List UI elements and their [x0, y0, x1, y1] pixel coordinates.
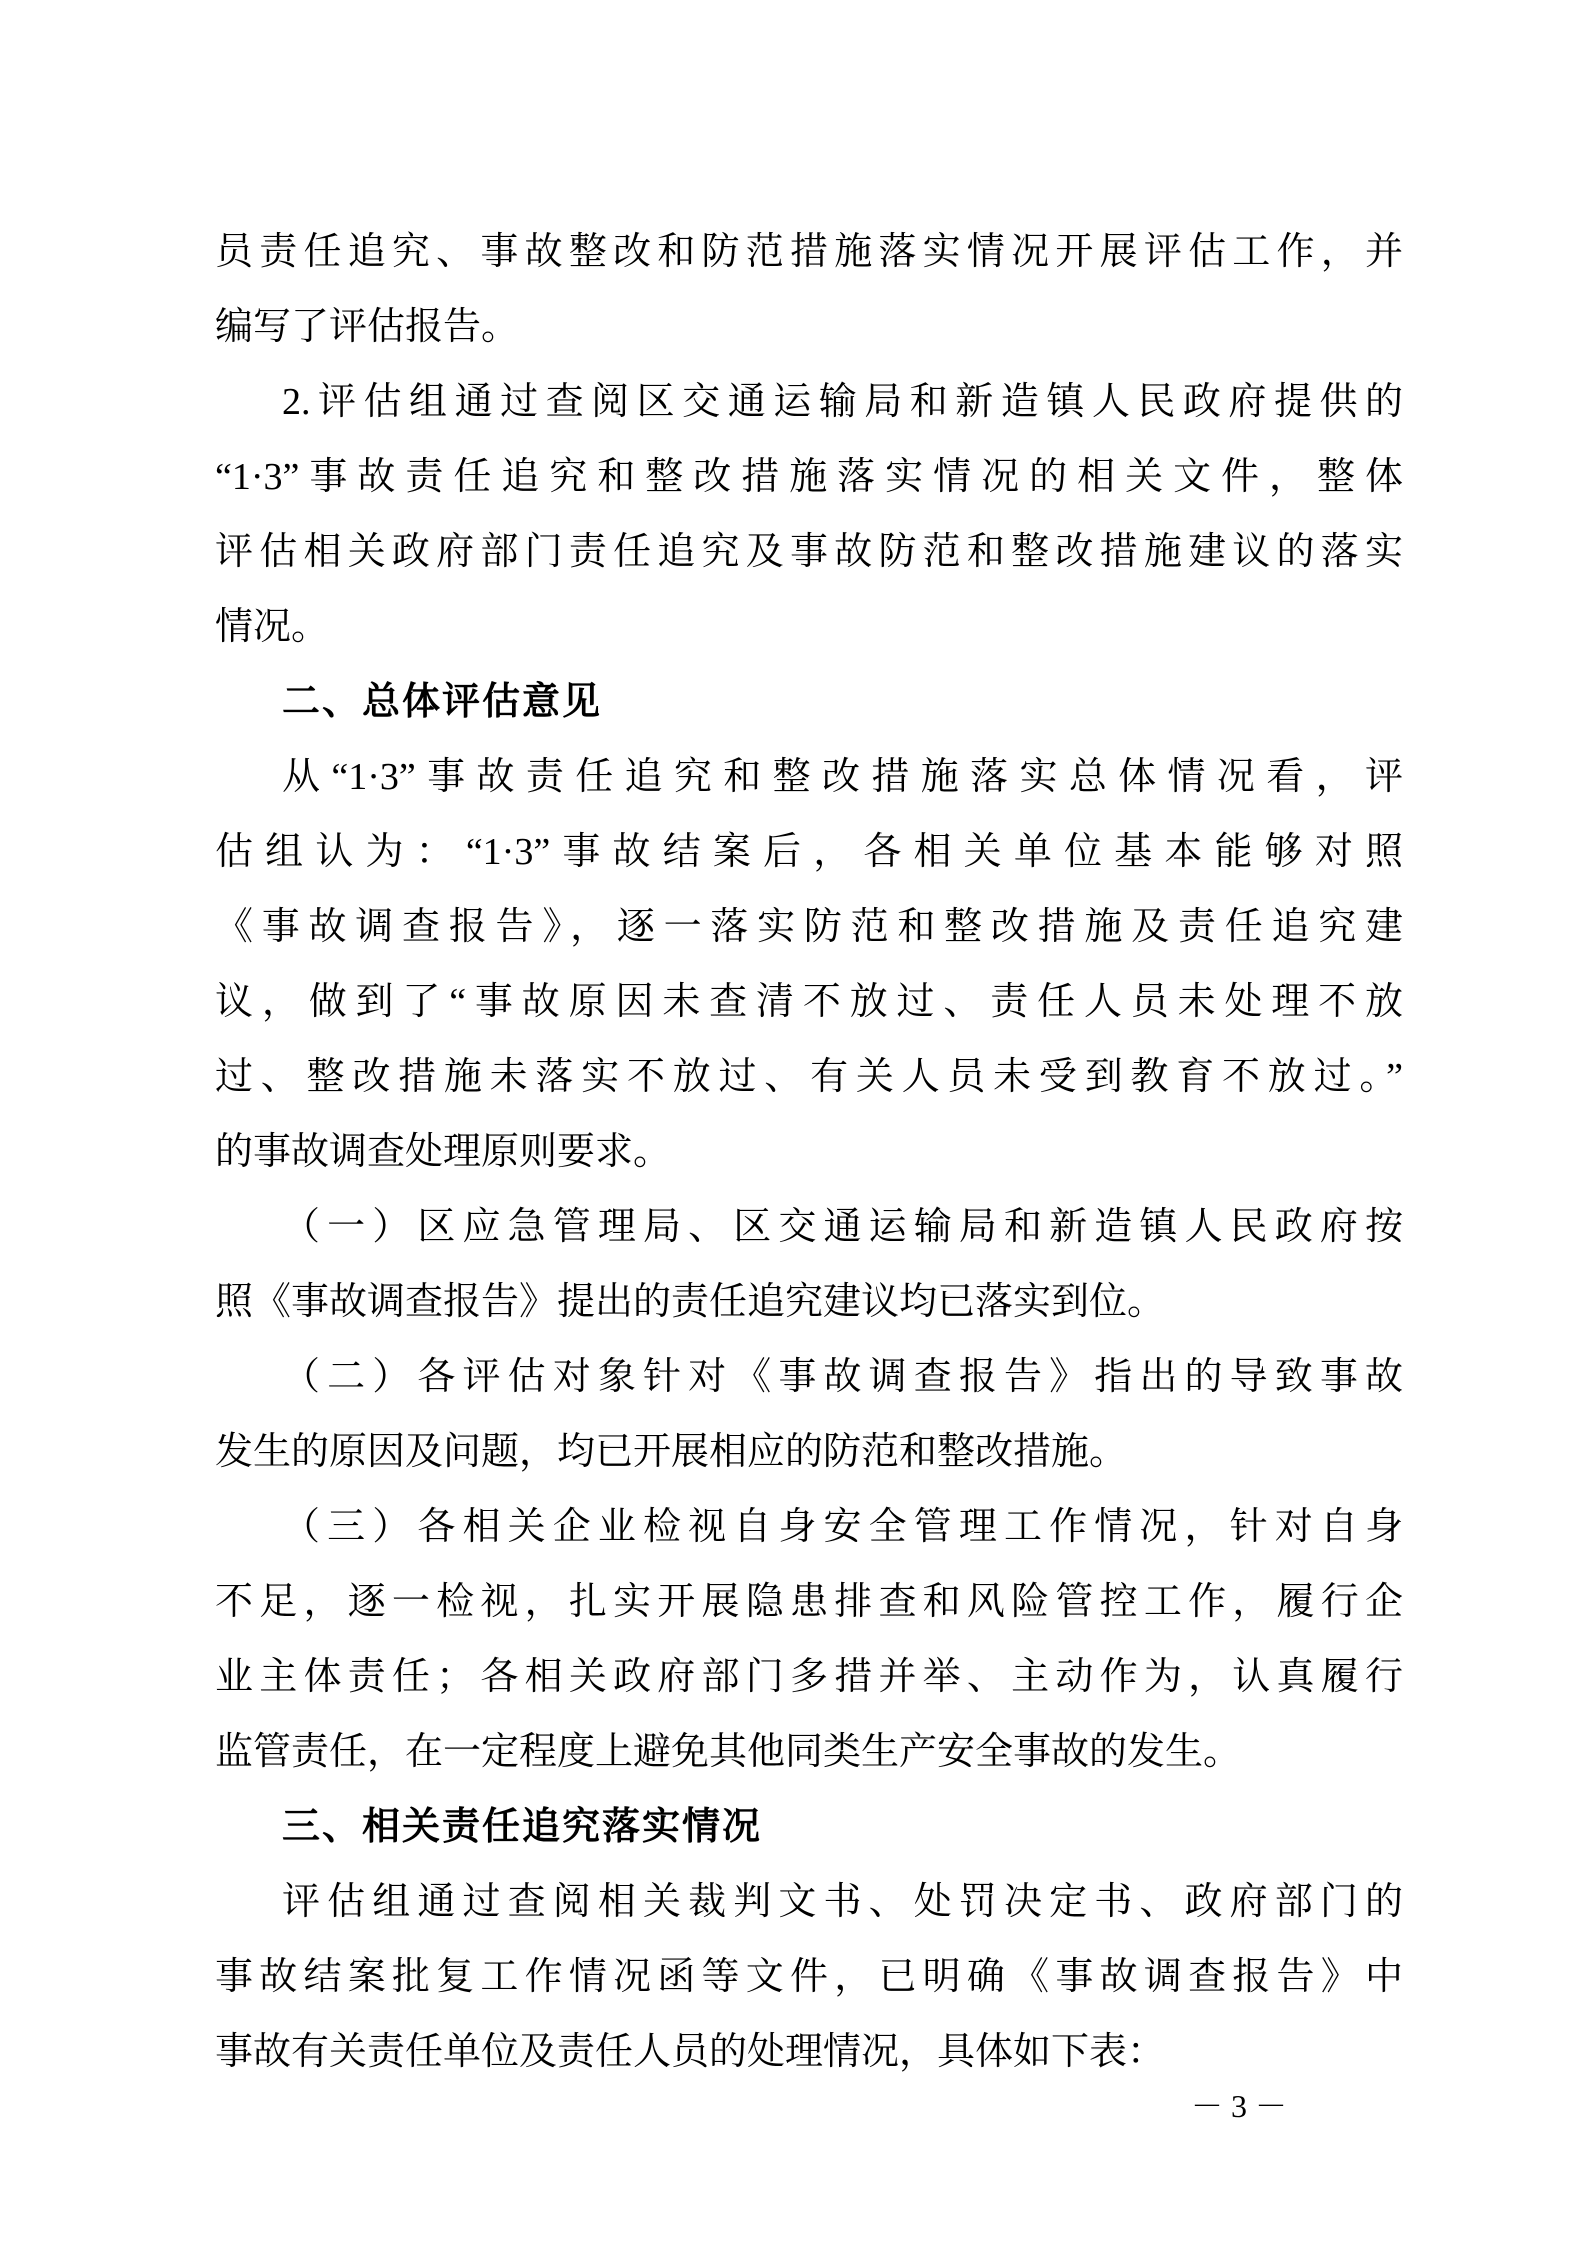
text-line: （一）区应急管理局、区交通运输局和新造镇人民政府按 — [282, 1206, 1403, 1248]
text-line: 从“1·3”事故责任追究和整改措施落实总体情况看，评 — [282, 756, 1403, 798]
text-line: 《事故调查报告》，逐一落实防范和整改措施及责任追究建 — [215, 906, 1403, 948]
text-line: 事故结案批复工作情况函等文件，已明确《事故调查报告》中 — [215, 1956, 1403, 1998]
text-line: 的事故调查处理原则要求。 — [215, 1131, 672, 1173]
text-line: 发生的原因及问题，均已开展相应的防范和整改措施。 — [215, 1431, 1128, 1473]
text-line: （三）各相关企业检视自身安全管理工作情况，针对自身 — [282, 1506, 1403, 1548]
page-number: － 3 － — [1191, 2088, 1288, 2124]
text-line: 编写了评估报告。 — [215, 306, 520, 348]
text-line: 事故有关责任单位及责任人员的处理情况，具体如下表： — [215, 2031, 1166, 2073]
text-line: （二）各评估对象针对《事故调查报告》指出的导致事故 — [282, 1356, 1403, 1398]
text-line: 照《事故调查报告》提出的责任追究建议均已落实到位。 — [215, 1281, 1166, 1323]
text-line: 不足，逐一检视，扎实开展隐患排查和风险管控工作，履行企 — [215, 1581, 1403, 1623]
text-line: 2.评估组通过查阅区交通运输局和新造镇人民政府提供的 — [282, 381, 1403, 423]
text-line: 监管责任，在一定程度上避免其他同类生产安全事故的发生。 — [215, 1731, 1242, 1773]
document-body — [215, 215, 1403, 2090]
text-line: 员责任追究、事故整改和防范措施落实情况开展评估工作，并 — [215, 231, 1403, 273]
section-heading-2: 二、总体评估意见 — [282, 681, 603, 723]
text-line: 评估组通过查阅相关裁判文书、处罚决定书、政府部门的 — [282, 1881, 1403, 1923]
text-line: 议，做到了“事故原因未查清不放过、责任人员未处理不放 — [215, 981, 1403, 1023]
text-line: 业主体责任；各相关政府部门多措并举、主动作为，认真履行 — [215, 1656, 1403, 1698]
text-line: 过、整改措施未落实不放过、有关人员未受到教育不放过。” — [215, 1056, 1403, 1098]
section-heading-3: 三、相关责任追究落实情况 — [282, 1806, 763, 1848]
text-line: 估组认为：“1·3”事故结案后，各相关单位基本能够对照 — [215, 831, 1403, 873]
text-line: 评估相关政府部门责任追究及事故防范和整改措施建议的落实 — [215, 531, 1403, 573]
text-line: “1·3”事故责任追究和整改措施落实情况的相关文件，整体 — [215, 456, 1403, 498]
text-line: 情况。 — [215, 606, 330, 648]
